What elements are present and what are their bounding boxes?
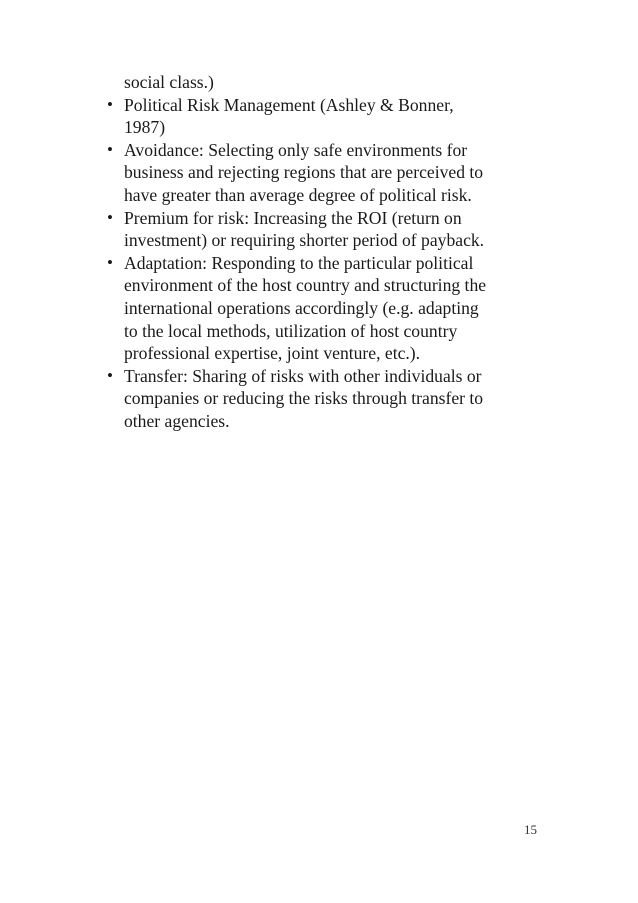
- bullet-text-line: have greater than average degree of political risk.: [124, 184, 472, 205]
- bullet-text-line: Adaptation: Responding to the particular political: [124, 252, 474, 273]
- bullet-icon: •: [107, 139, 113, 159]
- continuation-line: social class.): [124, 72, 214, 92]
- bullet-item-transfer: [104, 365, 544, 433]
- bullet-text-line: other agencies.: [124, 410, 230, 431]
- bullet-text-line: Avoidance: Selecting only safe environments for: [124, 139, 468, 160]
- bullet-text-line: Premium for risk: Increasing the ROI (return on: [124, 207, 462, 228]
- bullet-item-premium-for-risk: [104, 207, 544, 252]
- bullet-icon: •: [107, 252, 113, 272]
- bullet-item-avoidance: [104, 139, 544, 207]
- bullet-icon: •: [107, 94, 113, 114]
- bullet-icon: •: [107, 365, 113, 385]
- page-body: [104, 71, 544, 433]
- bullet-item-political-risk-management: [104, 94, 544, 139]
- bullet-text-line: to the local methods, utilization of host country: [124, 320, 458, 341]
- bullet-item-adaptation: [104, 252, 544, 365]
- bullet-text-line: Transfer: Sharing of risks with other individuals or: [124, 365, 482, 386]
- bullet-icon: •: [107, 207, 113, 227]
- bullet-text-line: environment of the host country and structuring the: [124, 275, 487, 296]
- page-number: 15: [524, 822, 537, 837]
- bullet-text-line: companies or reducing the risks through transfer to: [124, 388, 484, 409]
- bullet-text-line: international operations accordingly (e.g. adapting: [124, 297, 479, 318]
- bullet-text-line: 1987): [124, 117, 166, 138]
- bullet-text-line: Political Risk Management (Ashley & Bonner,: [124, 94, 454, 115]
- bullet-text-line: investment) or requiring shorter period of payback.: [124, 230, 485, 251]
- bullet-text-line: professional expertise, joint venture, etc.).: [124, 343, 421, 364]
- bullet-text-line: business and rejecting regions that are perceived to: [124, 162, 484, 183]
